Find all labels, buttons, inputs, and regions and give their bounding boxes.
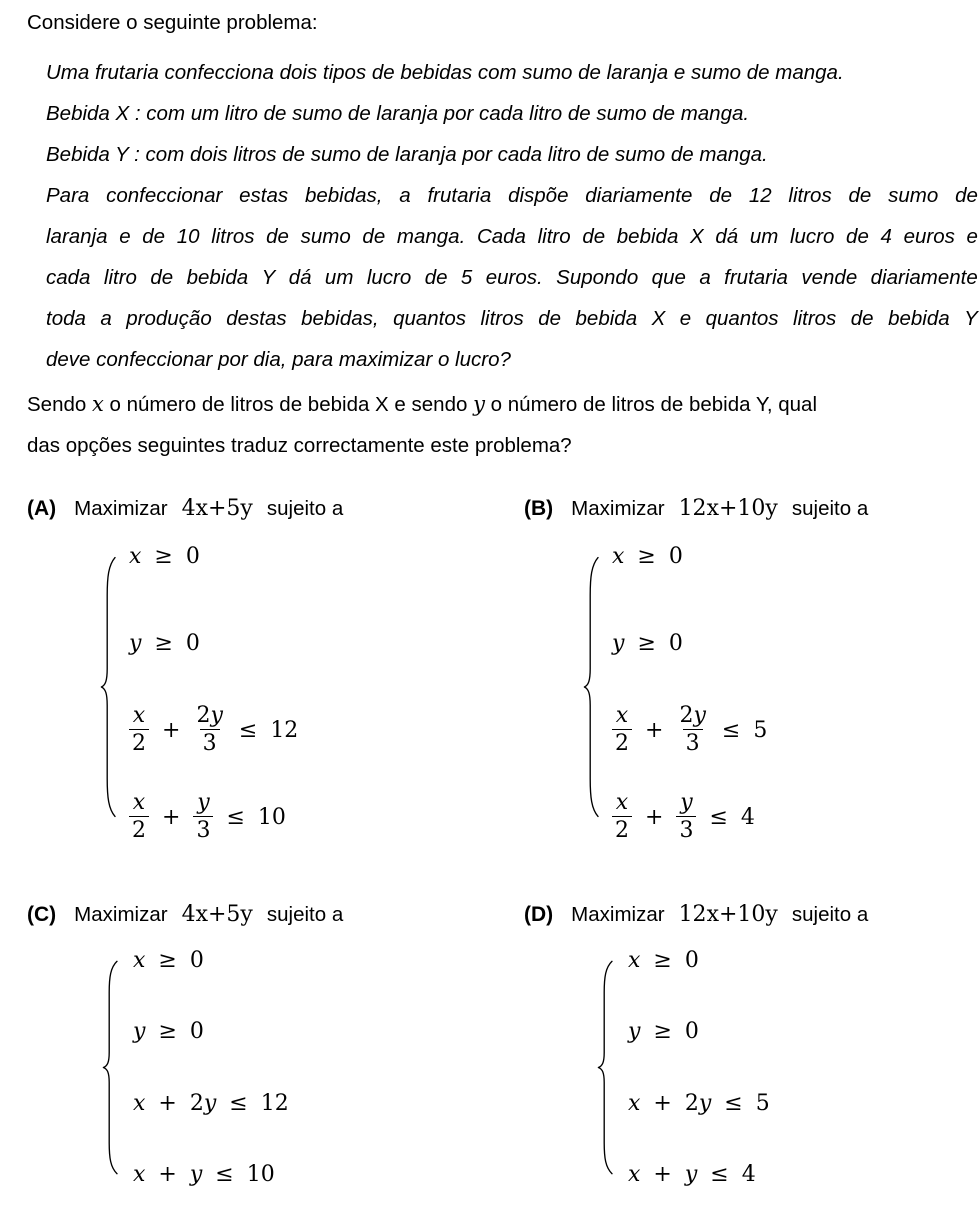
inline-var-x: x [91,392,104,416]
option-maximizar-label: Maximizar [74,497,168,520]
fraction-1 [129,704,149,755]
plus-operator: + [645,805,664,831]
constraint-expression: x + y ≤ 10 [133,1162,275,1188]
option-letter: (C) [27,903,57,926]
question-line-1 [27,384,978,425]
constraint-expression: x ≥ 0 [133,947,204,973]
fraction-1-numerator: x [132,790,146,816]
constraint-list [618,947,770,1188]
fraction-2-numerator: 2y [679,703,706,729]
fraction-2-numerator: y [197,790,210,816]
constraint-expression: $\frac{x}{2}$ + $\frac{y}{3}$ ≤ 4 [612,792,755,843]
constraint-expression: x + 2 y ≤ 5 [628,1090,770,1116]
constraint-expression: y ≥ 0 [612,630,683,656]
plus-operator: + [645,718,664,744]
fraction-2-denominator: 3 [683,729,703,755]
inline-var-y: y [473,392,485,416]
option-sujeito-a-label: sujeito a [791,903,869,926]
question-segment-1 [27,384,817,425]
fraction-2 [193,791,213,842]
fraction-2-denominator: 3 [200,729,220,755]
constraint-expression: x ≥ 0 [129,543,200,569]
option-letter: (A) [27,497,57,520]
option-sujeito-a-label: sujeito a [266,497,344,520]
constraint-list [121,543,299,844]
plus-operator: + [162,718,181,744]
statement-line-2: Bebida X : com um litro de sumo de laranja por cada litro de sumo de manga. [46,102,750,125]
option-sujeito-a-label: sujeito a [791,497,869,520]
fraction-1-numerator: x [615,790,629,816]
fraction-2-numerator: 2y [196,703,223,729]
fraction-1 [612,791,632,842]
constraint-list [604,543,768,844]
option-header [524,496,868,521]
question-part-2: o número de litros de bebida X e sendo [109,393,468,416]
left-curly-brace [95,556,121,818]
question-part-1: Sendo [27,393,87,416]
fraction-2 [676,704,708,755]
constraint-expression: x + y ≤ 4 [628,1162,756,1188]
statement-line-1: Uma frutaria confecciona dois tipos de bebidas com sumo de laranja e sumo de manga. [46,61,844,84]
constraint-expression: x + 2 y ≤ 12 [133,1090,289,1116]
constraint-expression: y ≥ 0 [129,630,200,656]
statement-para-line-2: laranja e de 10 litros de sumo de manga. Cada litro de bebida X dá um lucro de 4 euros e [46,225,978,248]
question-line-2: das opções seguintes traduz correctamente este problema? [27,434,572,457]
fraction-1-numerator: x [132,703,146,729]
statement-line-3: Bebida Y : com dois litros de sumo de laranja por cada litro de sumo de manga. [46,143,768,166]
option-sujeito-a-label: sujeito a [266,903,344,926]
fraction-2 [193,704,225,755]
question-text [27,384,978,466]
statement-para-line-3: cada litro de bebida Y dá um lucro de 5 euros. Supondo que a frutaria vende diariamente [46,266,978,289]
fraction-2-denominator: 3 [676,816,696,842]
option-header [524,902,868,927]
question-part-3: o número de litros de bebida Y, qual [490,393,818,416]
option-header [27,902,343,927]
fraction-1 [612,704,632,755]
left-curly-brace [578,556,604,818]
fraction-1-numerator: x [615,703,629,729]
constraint-list [123,947,289,1188]
option-objective-expression: 12x+10y [678,902,778,927]
option-objective-expression: 12x+10y [678,496,778,521]
fraction-1-denominator: 2 [129,729,149,755]
fraction-1-denominator: 2 [612,729,632,755]
option-header [27,496,343,521]
problem-statement [46,52,978,380]
statement-para-line-1: Para confeccionar estas bebidas, a frutaria dispõe diariamente de 12 litros de sumo de [46,184,978,207]
constraint-expression: y ≥ 0 [133,1019,204,1045]
statement-para-line-4: toda a produção destas bebidas, quantos litros de bebida X e quantos litros de bebida Y [46,307,978,330]
constraint-expression: $\frac{x}{2}$ + $\frac{2y}{3}$ ≤ 5 [612,705,767,756]
constraint-system [578,543,768,844]
constraint-system [592,947,770,1188]
option-objective-expression: 4x+5y [181,902,253,927]
constraint-expression: x ≥ 0 [612,543,683,569]
option-letter: (D) [524,903,554,926]
left-curly-brace [97,960,123,1175]
constraint-system [95,543,299,844]
fraction-2 [676,791,696,842]
option-maximizar-label: Maximizar [74,903,168,926]
left-curly-brace [592,960,618,1175]
fraction-1-denominator: 2 [612,816,632,842]
constraint-system [97,947,289,1188]
option-maximizar-label: Maximizar [571,903,665,926]
option-objective-expression: 4x+5y [181,496,253,521]
intro-lead-text: Considere o seguinte problema: [27,11,318,34]
option-letter: (B) [524,497,554,520]
fraction-1-denominator: 2 [129,816,149,842]
constraint-expression: $\frac{x}{2}$ + $\frac{2y}{3}$ ≤ 12 [129,705,298,756]
fraction-1 [129,791,149,842]
option-maximizar-label: Maximizar [571,497,665,520]
constraint-expression: y ≥ 0 [628,1019,699,1045]
constraint-expression: $\frac{x}{2}$ + $\frac{y}{3}$ ≤ 10 [129,792,286,843]
fraction-2-denominator: 3 [193,816,213,842]
statement-para-line-5: deve confeccionar por dia, para maximizar o lucro? [46,348,511,371]
fraction-2-numerator: y [680,790,693,816]
constraint-expression: x ≥ 0 [628,947,699,973]
plus-operator: + [162,805,181,831]
